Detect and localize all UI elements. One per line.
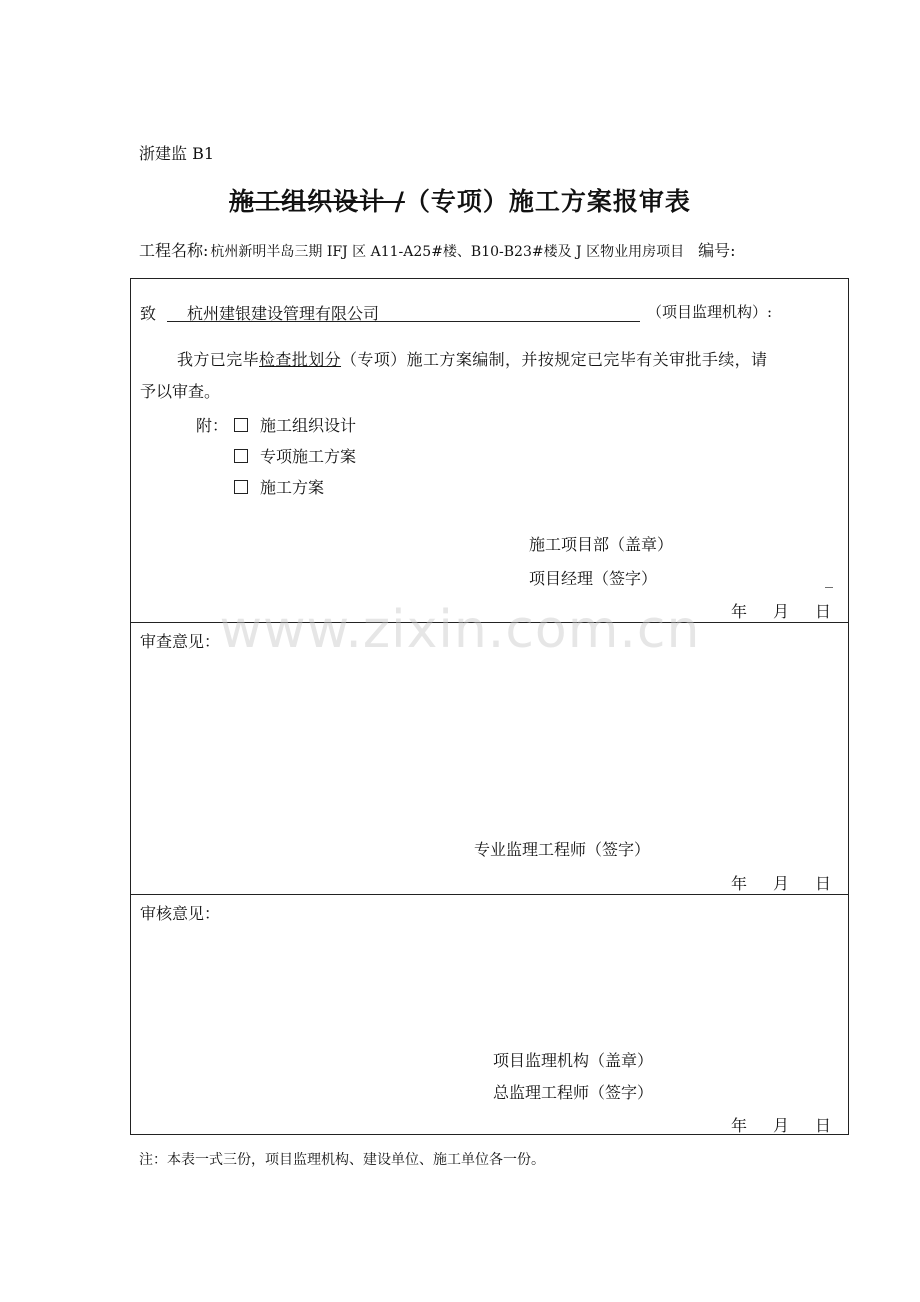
attachments-label: 附： [196, 416, 229, 435]
checkbox-icon[interactable] [234, 449, 248, 463]
review-section [131, 623, 848, 895]
paragraph-post: （专项）施工方案编制，并按规定已完毕有关审批手续，请 [341, 350, 768, 369]
attachment-item[interactable] [234, 475, 324, 498]
supervision-org-seal: 项目监理机构（盖章） [493, 1051, 654, 1070]
review-date [731, 871, 831, 894]
submission-paragraph [177, 347, 767, 370]
attachment-label: 施工组织设计 [260, 416, 357, 435]
construction-dept-seal: 施工项目部（盖章） [529, 535, 674, 554]
form-title-struck: 施工组织设计 / [229, 187, 405, 216]
review-opinion-label: 审查意见： [140, 632, 221, 651]
attachment-item[interactable] [234, 444, 356, 467]
recipient-name: 杭州建银建设管理有限公司 [187, 304, 380, 323]
to-label: 致 [140, 304, 157, 323]
project-line [139, 238, 736, 261]
date-day: 日 [814, 874, 831, 893]
chief-engineer-signature: 总监理工程师（签字） [493, 1083, 654, 1102]
submission-section [131, 279, 848, 623]
audit-section [131, 895, 848, 1136]
date-day: 日 [814, 602, 831, 621]
paragraph-pre: 我方已完毕 [177, 350, 260, 369]
date-month: 月 [772, 602, 789, 621]
number-label: 编号: [698, 241, 736, 260]
watermark: www.zixin.com.cn [219, 600, 701, 660]
checkbox-icon[interactable] [234, 418, 248, 432]
date-day: 日 [814, 1116, 831, 1135]
audit-date [731, 1113, 831, 1136]
attachment-label: 施工方案 [260, 478, 325, 497]
date-year: 年 [730, 874, 747, 893]
trailing-mark: _ [825, 569, 833, 588]
recipient-suffix: （项目监理机构）: [647, 303, 773, 321]
attachment-item[interactable] [234, 413, 356, 436]
project-name: 杭州新明半岛三期 IFJ 区 A11-A25#楼、B10-B23#楼及 J 区物业用房项目 [210, 244, 685, 260]
form-code: 浙建监 B1 [139, 144, 215, 163]
date-month: 月 [772, 874, 789, 893]
date-year: 年 [730, 602, 747, 621]
date-year: 年 [730, 1116, 747, 1135]
attachment-label: 专项施工方案 [260, 447, 357, 466]
checkbox-icon[interactable] [234, 480, 248, 494]
approval-form-table [130, 278, 849, 1135]
form-title-rest: （专项）施工方案报审表 [404, 187, 691, 216]
project-manager-signature: 项目经理（签字） [529, 569, 658, 588]
paragraph-underlined: 检查批划分 [259, 350, 342, 369]
submission-paragraph-line2: 予以审查。 [140, 382, 221, 401]
project-label: 工程名称: [139, 241, 209, 260]
date-month: 月 [772, 1116, 789, 1135]
supervising-engineer-signature: 专业监理工程师（签字） [474, 840, 651, 859]
audit-opinion-label: 审核意见： [140, 904, 221, 923]
footer-note: 注：本表一式三份，项目监理机构、建设单位、施工单位各一份。 [139, 1152, 545, 1168]
form-title [0, 182, 920, 218]
